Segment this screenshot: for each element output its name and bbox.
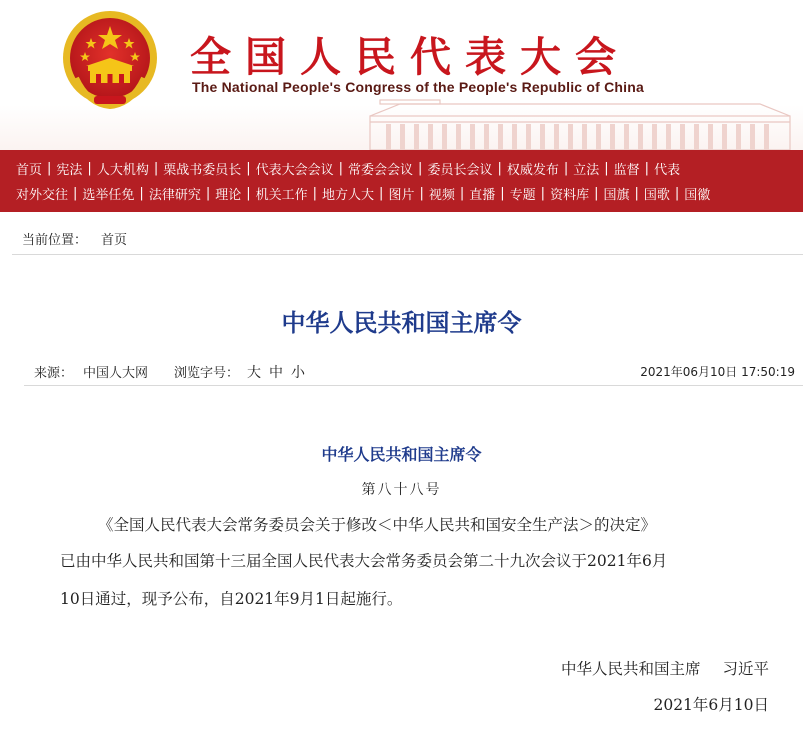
nav-separator: | (47, 161, 52, 176)
nav-item-national-flag[interactable]: 国旗 (603, 188, 630, 203)
great-hall-watermark (360, 96, 803, 150)
font-size-label: 浏览字号： (174, 366, 240, 381)
nav-separator: | (312, 186, 318, 201)
nav-separator: | (674, 186, 680, 201)
body-paragraph-2: 已由中华人民共和国第十三届全国人民代表大会常务委员会第二十九次会议于2021年6月 (60, 552, 668, 570)
nav-item-home[interactable]: 首页 (16, 163, 43, 178)
nav-separator: | (153, 161, 159, 176)
breadcrumb (12, 225, 803, 255)
nav-separator: | (87, 161, 92, 176)
nav-item-pictures[interactable]: 图片 (388, 188, 415, 203)
nav-separator: | (459, 186, 465, 201)
nav-separator: | (563, 161, 569, 176)
nav-item-database[interactable]: 资料库 (550, 188, 590, 203)
nav-separator: | (418, 161, 423, 176)
nav-item-video[interactable]: 视频 (428, 188, 455, 203)
nav-item-constitution[interactable]: 宪法 (56, 163, 83, 178)
nav-separator: | (73, 186, 78, 201)
signature-line (561, 657, 769, 679)
signer-title: 中华人民共和国主席 (560, 660, 701, 678)
nav-separator: | (419, 186, 424, 201)
nav-separator: | (644, 161, 650, 176)
nav-separator: | (500, 186, 505, 201)
nav-item-live[interactable]: 直播 (469, 188, 496, 203)
nav-item-chairman[interactable]: 栗战书委员长 (163, 163, 242, 178)
main-nav (0, 150, 803, 212)
nav-item-official-release[interactable]: 权威发布 (506, 163, 559, 178)
nav-separator: | (634, 186, 639, 201)
nav-separator: | (540, 186, 546, 201)
font-size-medium-button[interactable]: 中 (269, 364, 284, 381)
nav-separator: | (497, 161, 502, 176)
site-header (0, 0, 803, 150)
body-title: 中华人民共和国主席令 (321, 445, 482, 464)
nav-item-local-congress[interactable]: 地方人大 (322, 188, 375, 203)
font-size-large-button[interactable]: 大 (247, 364, 262, 381)
nav-item-foreign-affairs[interactable]: 对外交往 (16, 188, 69, 203)
national-emblem-icon[interactable] (58, 8, 162, 112)
breadcrumb-home-link[interactable]: 首页 (101, 233, 128, 248)
body-paragraph-1: 《全国人民代表大会常务委员会关于修改＜中华人民共和国安全生产法＞的决定》 (98, 516, 657, 534)
nav-item-national-anthem[interactable]: 国歌 (643, 188, 670, 203)
nav-item-elections[interactable]: 选举任免 (82, 188, 135, 203)
nav-item-national-emblem[interactable]: 国徽 (684, 188, 711, 203)
nav-item-deputies[interactable]: 代表 (654, 163, 681, 178)
nav-item-standing-committee[interactable]: 常委会会议 (348, 163, 414, 178)
signer-name: 习近平 (722, 660, 769, 678)
font-size-small-button[interactable]: 小 (291, 364, 306, 381)
nav-item-supervision[interactable]: 监督 (613, 163, 640, 178)
nav-item-npc-organs[interactable]: 人大机构 (96, 163, 149, 178)
nav-separator: | (604, 161, 609, 176)
nav-item-congress-sessions[interactable]: 代表大会会议 (255, 163, 334, 178)
order-number: 第八十八号 (361, 482, 442, 498)
article-meta-bar (24, 358, 803, 386)
nav-separator: | (139, 186, 144, 201)
article-title: 中华人民共和国主席令 (281, 309, 522, 337)
nav-separator: | (246, 161, 251, 176)
nav-item-legal-research[interactable]: 法律研究 (148, 188, 201, 203)
nav-row-1 (16, 156, 803, 181)
nav-separator: | (205, 186, 211, 201)
nav-separator: | (338, 161, 344, 176)
nav-item-chairmen-council[interactable]: 委员长会议 (427, 163, 493, 178)
nav-item-theory[interactable]: 理论 (215, 188, 242, 203)
nav-separator: | (246, 186, 251, 201)
nav-item-legislation[interactable]: 立法 (573, 163, 600, 178)
site-title[interactable]: 全国人民代表大会 (190, 33, 630, 81)
source-value: 中国人大网 (83, 366, 149, 381)
source-label: 来源： (34, 366, 74, 381)
nav-row-2 (16, 181, 803, 206)
nav-item-office-work[interactable]: 机关工作 (255, 188, 308, 203)
sign-date: 2021年6月10日 (653, 696, 769, 714)
nav-separator: | (594, 186, 599, 201)
nav-item-topics[interactable]: 专题 (509, 188, 536, 203)
breadcrumb-label: 当前位置： (22, 233, 88, 248)
body-paragraph-3: 10日通过，现予公布，自2021年9月1日起施行。 (60, 590, 403, 608)
publish-datetime: 2021年06月10日 17:50:19 (640, 365, 795, 379)
nav-separator: | (379, 186, 384, 201)
site-subtitle: The National People's Congress of the People's Republic of China (192, 79, 644, 95)
